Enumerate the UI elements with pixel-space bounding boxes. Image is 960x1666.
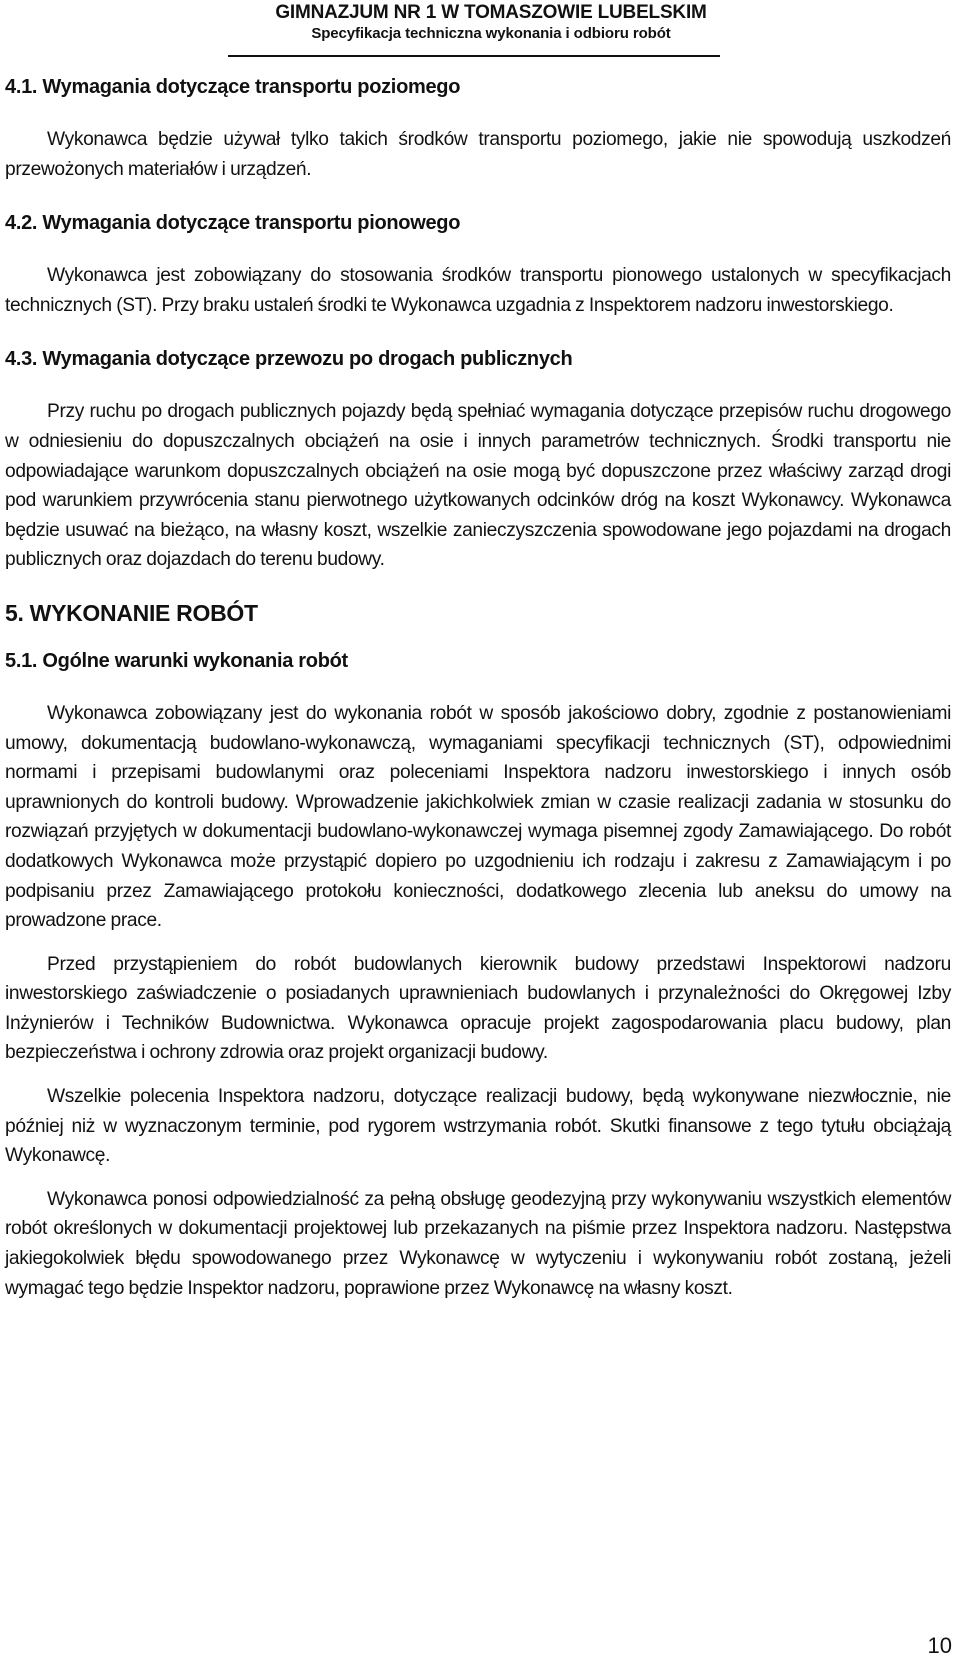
header-title: GIMNAZJUM NR 1 W TOMASZOWIE LUBELSKIM — [275, 2, 707, 23]
section-5-1-paragraph-1: Wykonawca zobowiązany jest do wykonania robót w sposób jakościowo dobry, zgodnie z postanowieniami umowy, dokumentacją budowlano-wykonawczą, wymaganiami specyfikacji technicznych (ST), odpowiednimi normami i przepisami budowlanymi oraz poleceniami Inspektora nadzoru inwestorskiego i innych osób uprawnionych do kontroli budowy. Wprowadzenie jakichkolwiek zmian w czasie realizacji zadania w stosunku do rozwiązań przyjętych w dokumentacji budowlano-wykonawczej wymaga pisemnej zgody Zamawiającego. Do robót dodatkowych Wykonawca może przystąpić dopiero po uzgodnieniu ich rodzaju i zakresu z Zamawiającym i po podpisaniu przez Zamawiającego protokołu konieczności, dodatkowego zlecenia lub aneksu do umowy na prowadzone prace. — [5, 702, 951, 932]
header-subtitle: Specyfikacja techniczna wykonania i odbioru robót — [311, 25, 671, 42]
section-4-3-heading: 4.3. Wymagania dotyczące przewozu po drogach publicznych — [5, 348, 573, 371]
section-5-heading: 5. WYKONANIE ROBÓT — [5, 599, 258, 626]
document-body — [5, 65, 951, 1303]
section-5-1-paragraph-4: Wykonawca ponosi odpowiedzialność za pełną obsługę geodezyjną przy wykonywaniu wszystkich elementów robót określonych w dokumentacji projektowej lub przekazanych na piśmie przez Inspektora nadzoru. Następstwa jakiegokolwiek błędu spowodowanego przez Wykonawcę w wytyczeniu i wykonywaniu robót zostaną, jeżeli wymagać tego będzie Inspektor nadzoru, poprawione przez Wykonawcę na własny koszt. — [5, 1188, 951, 1299]
section-4-2-paragraph: Wykonawca jest zobowiązany do stosowania środków transportu pionowego ustalonych w specyfikacjach technicznych (ST). Przy braku ustaleń środki te Wykonawca uzgadnia z Inspektorem nadzoru inwestorskiego. — [5, 265, 951, 316]
section-4-1-paragraph: Wykonawca będzie używał tylko takich środków transportu poziomego, jakie nie spowodują uszkodzeń przewożonych materiałów i urządzeń. — [5, 129, 951, 180]
header-divider — [228, 55, 720, 57]
page-number: 10 — [927, 1633, 952, 1658]
section-4-1-heading: 4.1. Wymagania dotyczące transportu poziomego — [5, 76, 461, 98]
section-4-3-paragraph: Przy ruchu po drogach publicznych pojazdy będą spełniać wymagania dotyczące przepisów ruchu drogowego w odniesieniu do dopuszczalnych obciążeń na osie i innych parametrów technicznych. Środki transportu nie odpowiadające warunkom dopuszczalnych obciążeń na osie mogą być dopuszczone przez właściwy zarząd drogi pod warunkiem przywrócenia stanu pierwotnego użytkowanych odcinków dróg na koszt Wykonawcy. Wykonawca będzie usuwać na bieżąco, na własny koszt, wszelkie zanieczyszczenia spowodowane jego pojazdami na drogach publicznych oraz dojazdach do terenu budowy. — [5, 401, 951, 571]
page-header — [262, 0, 720, 43]
section-5-1-heading: 5.1. Ogólne warunki wykonania robót — [5, 649, 348, 672]
section-4-2-heading: 4.2. Wymagania dotyczące transportu pionowego — [5, 212, 461, 235]
section-5-1-paragraph-3: Wszelkie polecenia Inspektora nadzoru, dotyczące realizacji budowy, będą wykonywane niezwłocznie, nie później niż w wyznaczonym terminie, pod rygorem wstrzymania robót. Skutki finansowe z tego tytułu obciążają Wykonawcę. — [5, 1086, 951, 1167]
section-5-1-paragraph-2: Przed przystąpieniem do robót budowlanych kierownik budowy przedstawi Inspektorowi nadzoru inwestorskiego zaświadczenie o posiadanych uprawnieniach budowlanych i przynależności do Okręgowej Izby Inżynierów i Techników Budownictwa. Wykonawca opracuje projekt zagospodarowania placu budowy, plan bezpieczeństwa i ochrony zdrowia oraz projekt organizacji budowy. — [5, 953, 951, 1064]
